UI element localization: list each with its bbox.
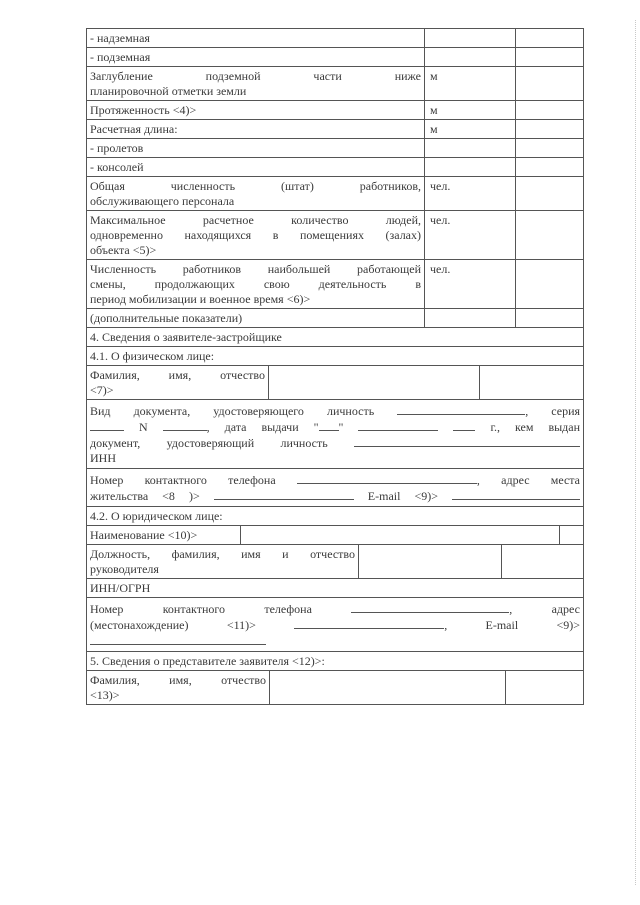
fio-label: Фамилия, имя, отчество <7)> — [90, 368, 265, 397]
page-edge-line — [635, 20, 636, 885]
fio-input-cell[interactable] — [268, 366, 479, 399]
contact-paragraph: Номер контактного телефона , адрес места жительства <8 )> E-mail <9)> — [90, 473, 580, 503]
section-title: 5. Сведения о представителе заявителя <12)>: — [90, 654, 325, 668]
metric-unit — [424, 309, 515, 327]
metric-unit: м — [424, 120, 515, 138]
rep-fio-input-cell[interactable] — [269, 671, 505, 704]
metric-label: - консолей — [90, 160, 144, 174]
metric-value-cell[interactable] — [515, 139, 583, 157]
doc-type-field[interactable] — [397, 403, 525, 415]
metric-unit: чел. — [424, 211, 515, 259]
subsection-title: 4.2. О юридическом лице: — [90, 509, 223, 523]
org-name-extra-cell[interactable] — [559, 526, 583, 544]
rep-fio-label: Фамилия, имя, отчество <13)> — [90, 673, 266, 702]
table-row — [87, 670, 583, 704]
metric-label: Общая численность (штат) работников, обслуживающего персонала — [90, 179, 421, 208]
phone-field[interactable] — [297, 472, 477, 484]
table-row — [87, 66, 583, 100]
section-header — [87, 327, 583, 346]
metric-unit — [424, 158, 515, 176]
metric-unit: чел. — [424, 177, 515, 210]
metric-value-cell[interactable] — [515, 158, 583, 176]
fio-extra-cell[interactable] — [479, 366, 583, 399]
metric-value-cell[interactable] — [515, 101, 583, 119]
metric-unit — [424, 139, 515, 157]
director-label: Должность, фамилия, имя и отчество руководителя — [90, 547, 355, 576]
application-form-table — [86, 28, 584, 705]
table-row — [87, 259, 583, 308]
inn-ogrn-label: ИНН/ОГРН — [90, 581, 151, 595]
section-title: 4. Сведения о заявителе-застройщике — [90, 330, 282, 344]
table-row — [87, 525, 583, 544]
metric-label: - подземная — [90, 50, 151, 64]
metric-value-cell[interactable] — [515, 67, 583, 100]
doc-series-field[interactable] — [90, 419, 124, 431]
table-row — [87, 578, 583, 597]
director-extra-cell[interactable] — [501, 545, 583, 578]
metric-value-cell[interactable] — [515, 48, 583, 66]
issue-day-field[interactable] — [319, 419, 339, 431]
org-name-label: Наименование <10)> — [90, 528, 198, 542]
metric-unit: м — [424, 67, 515, 100]
table-row — [87, 138, 583, 157]
metric-value-cell[interactable] — [515, 177, 583, 210]
subsection-header — [87, 506, 583, 525]
metric-label: Численность работников наибольшей работающей смены, продолжающих свою деятельность в период мобилизации и военное время <6)> — [90, 262, 421, 306]
issue-year-field[interactable] — [453, 419, 475, 431]
metric-unit: чел. — [424, 260, 515, 308]
contact-block — [87, 597, 583, 651]
metric-label: - надземная — [90, 31, 150, 45]
rep-fio-extra-cell[interactable] — [505, 671, 583, 704]
table-row — [87, 47, 583, 66]
doc-number-field[interactable] — [163, 419, 207, 431]
document-paragraph: Вид документа, удостоверяющего личность , серия N , дата выдачи " " г., кем выдан документ, удостоверяющий личность ИНН — [90, 404, 580, 465]
issue-month-field[interactable] — [358, 419, 438, 431]
residence-field[interactable] — [214, 488, 354, 500]
subsection-header — [87, 346, 583, 365]
director-input-cell[interactable] — [358, 545, 501, 578]
inn-label: ИНН — [90, 451, 116, 465]
metric-unit: м — [424, 101, 515, 119]
metric-label: - пролетов — [90, 141, 144, 155]
metric-label: Максимальное расчетное количество людей, одновременно находящихся в помещениях (залах) объекта <5)> — [90, 213, 421, 257]
table-row — [87, 157, 583, 176]
contact-block — [87, 468, 583, 506]
email-field[interactable] — [452, 488, 580, 500]
metric-unit — [424, 29, 515, 47]
org-name-input-cell[interactable] — [240, 526, 559, 544]
metric-value-cell[interactable] — [515, 211, 583, 259]
metric-value-cell[interactable] — [515, 260, 583, 308]
issued-by-field[interactable] — [354, 435, 580, 447]
table-row — [87, 365, 583, 399]
document-block — [87, 399, 583, 468]
org-address-field[interactable] — [294, 617, 444, 629]
metric-value-cell[interactable] — [515, 29, 583, 47]
subsection-title: 4.1. О физическом лице: — [90, 349, 215, 363]
metric-label: Расчетная длина: — [90, 122, 178, 136]
table-row — [87, 29, 583, 47]
table-row — [87, 100, 583, 119]
metric-label: Заглубление подземной части ниже планировочной отметки земли — [90, 69, 421, 98]
table-row — [87, 176, 583, 210]
metric-value-cell[interactable] — [515, 309, 583, 327]
metric-value-cell[interactable] — [515, 120, 583, 138]
metric-unit — [424, 48, 515, 66]
metric-label: (дополнительные показатели) — [90, 311, 243, 325]
table-row — [87, 119, 583, 138]
org-phone-field[interactable] — [351, 601, 509, 613]
org-email-field[interactable] — [90, 633, 266, 645]
metric-label: Протяженность <4)> — [90, 103, 197, 117]
table-row — [87, 544, 583, 578]
org-contact-paragraph: Номер контактного телефона , адрес (местонахождение) <11)> , E-mail <9)> — [87, 598, 583, 651]
table-row — [87, 308, 583, 327]
table-row — [87, 210, 583, 259]
section-header — [87, 651, 583, 670]
